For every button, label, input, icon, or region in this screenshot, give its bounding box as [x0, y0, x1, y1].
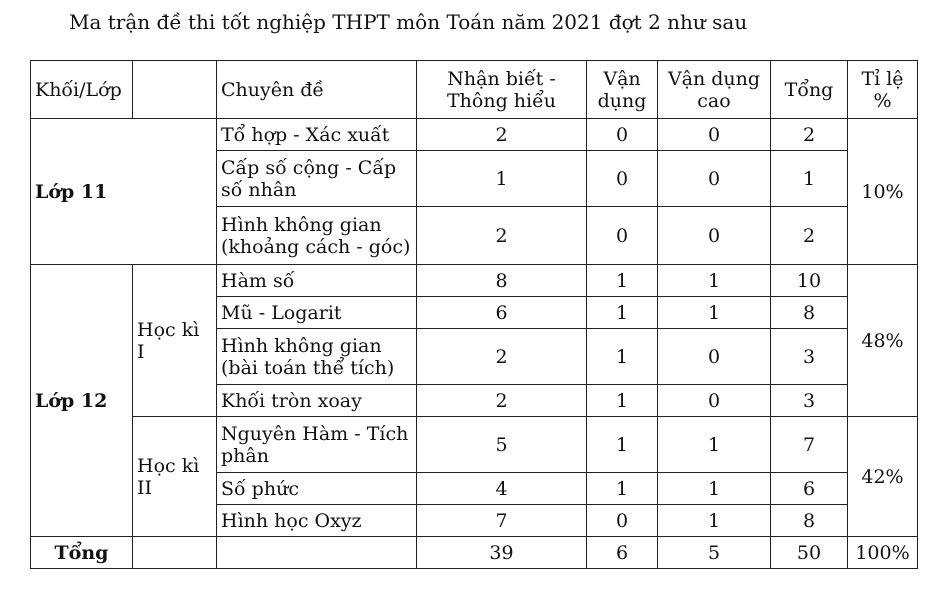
- topic-line: Cấp số cộng - Cấp: [221, 156, 397, 179]
- total-blank: [133, 537, 217, 569]
- van-dung-cell: 1: [587, 329, 658, 385]
- header-van-dung-line1: Vận: [603, 67, 641, 90]
- total-van-dung-cao: 5: [658, 537, 771, 569]
- nhan-biet-cell: 5: [417, 417, 587, 473]
- tong-cell: 3: [771, 329, 848, 385]
- exam-matrix-table: [30, 60, 918, 569]
- van-dung-cell: 1: [587, 265, 658, 297]
- topic-line: (khoảng cách - góc): [221, 235, 411, 258]
- tong-cell: 7: [771, 417, 848, 473]
- tong-cell: 3: [771, 385, 848, 417]
- topic-line: Tổ hợp - Xác xuất: [221, 123, 390, 146]
- van-dung-cell: 0: [587, 207, 658, 265]
- van-dung-cao-cell: 0: [658, 151, 771, 207]
- topic-line: (bài toán thể tích): [221, 356, 395, 379]
- topic-cell: [217, 417, 417, 473]
- van-dung-cao-cell: 1: [658, 297, 771, 329]
- total-blank: [217, 537, 417, 569]
- van-dung-cell: 0: [587, 119, 658, 151]
- tong-cell: 8: [771, 297, 848, 329]
- tong-cell: 8: [771, 505, 848, 537]
- header-van-dung-cao: [658, 61, 771, 119]
- header-blank: [133, 61, 217, 119]
- grade-11-ratio: 10%: [848, 119, 918, 265]
- total-nhan-biet: 39: [417, 537, 587, 569]
- header-nhan-biet: [417, 61, 587, 119]
- tong-cell: 10: [771, 265, 848, 297]
- van-dung-cao-cell: 0: [658, 385, 771, 417]
- topic-line: Nguyên Hàm - Tích: [221, 422, 409, 445]
- total-tong: 50: [771, 537, 848, 569]
- van-dung-cell: 0: [587, 151, 658, 207]
- van-dung-cell: 1: [587, 417, 658, 473]
- nhan-biet-cell: 1: [417, 151, 587, 207]
- topic-cell: [217, 151, 417, 207]
- nhan-biet-cell: 2: [417, 207, 587, 265]
- nhan-biet-cell: 2: [417, 119, 587, 151]
- topic-line: Hình không gian: [221, 334, 382, 357]
- header-van-dung-cao-line2: cao: [697, 89, 731, 112]
- tong-cell: 1: [771, 151, 848, 207]
- van-dung-cell: 1: [587, 297, 658, 329]
- topic-cell: [217, 207, 417, 265]
- topic-line: Mũ - Logarit: [221, 301, 342, 324]
- topic-line: số nhân: [221, 178, 297, 201]
- nhan-biet-cell: 2: [417, 329, 587, 385]
- header-van-dung-cao-line1: Vận dụng: [667, 67, 761, 90]
- semester-2-label: Học kì II: [133, 417, 217, 537]
- van-dung-cell: 1: [587, 473, 658, 505]
- topic-cell: [217, 329, 417, 385]
- van-dung-cao-cell: 0: [658, 207, 771, 265]
- grade-12-label: Lớp 12: [31, 265, 133, 537]
- tong-cell: 2: [771, 207, 848, 265]
- van-dung-cao-cell: 1: [658, 473, 771, 505]
- nhan-biet-cell: 2: [417, 385, 587, 417]
- header-chuyen-de: Chuyên đề: [217, 61, 417, 119]
- total-row: [31, 537, 918, 569]
- total-label: Tổng: [31, 537, 133, 569]
- topic-line: Số phức: [221, 477, 299, 500]
- header-khoi-lop: Khối/Lớp: [31, 61, 133, 119]
- van-dung-cao-cell: 1: [658, 417, 771, 473]
- table-row: [31, 119, 918, 151]
- semester-1-ratio: 48%: [848, 265, 918, 417]
- nhan-biet-cell: 4: [417, 473, 587, 505]
- document-title: Ma trận đề thi tốt nghiệp THPT môn Toán năm 2021 đợt 2 như sau: [69, 10, 748, 34]
- topic-cell: [217, 385, 417, 417]
- nhan-biet-cell: 6: [417, 297, 587, 329]
- topic-cell: [217, 505, 417, 537]
- total-van-dung: 6: [587, 537, 658, 569]
- van-dung-cao-cell: 1: [658, 505, 771, 537]
- topic-line: Hình học Oxyz: [221, 509, 362, 532]
- header-ti-le: Tỉ lệ %: [848, 61, 918, 119]
- header-nhan-biet-line1: Nhận biết -: [447, 67, 556, 90]
- header-row: [31, 61, 918, 119]
- van-dung-cao-cell: 0: [658, 329, 771, 385]
- topic-line: Hàm số: [221, 269, 295, 292]
- grade-11-label: Lớp 11: [31, 119, 217, 265]
- topic-line: Hình không gian: [221, 213, 382, 236]
- header-nhan-biet-line2: Thông hiểu: [446, 89, 557, 112]
- tong-cell: 6: [771, 473, 848, 505]
- van-dung-cell: 1: [587, 385, 658, 417]
- topic-cell: [217, 297, 417, 329]
- topic-cell: [217, 119, 417, 151]
- topic-line: phân: [221, 444, 269, 467]
- van-dung-cao-cell: 0: [658, 119, 771, 151]
- semester-2-ratio: 42%: [848, 417, 918, 537]
- semester-1-label: Học kì I: [133, 265, 217, 417]
- header-van-dung-line2: dụng: [597, 89, 647, 112]
- total-ratio: 100%: [848, 537, 918, 569]
- tong-cell: 2: [771, 119, 848, 151]
- header-van-dung: [587, 61, 658, 119]
- van-dung-cell: 0: [587, 505, 658, 537]
- nhan-biet-cell: 8: [417, 265, 587, 297]
- topic-line: Khối tròn xoay: [221, 389, 362, 412]
- table-row: [31, 265, 918, 297]
- nhan-biet-cell: 7: [417, 505, 587, 537]
- van-dung-cao-cell: 1: [658, 265, 771, 297]
- table-row: [31, 417, 918, 473]
- header-tong: Tổng: [771, 61, 848, 119]
- topic-cell: [217, 265, 417, 297]
- topic-cell: [217, 473, 417, 505]
